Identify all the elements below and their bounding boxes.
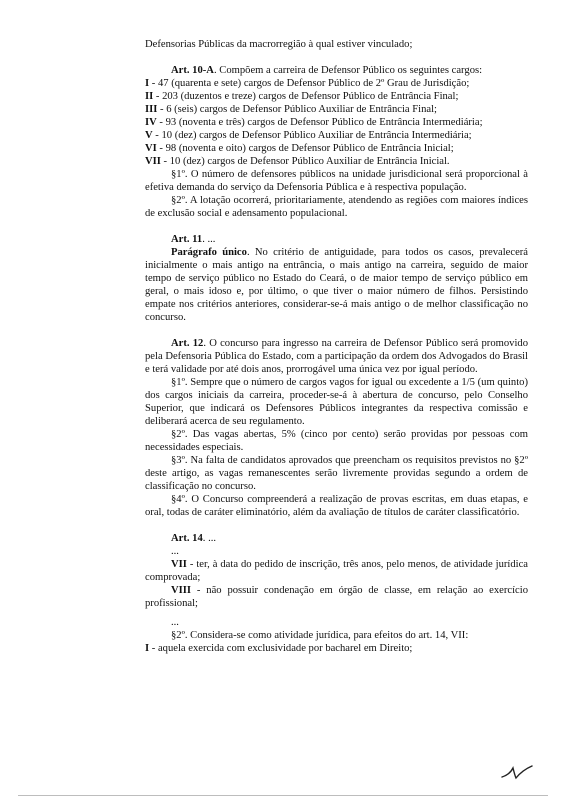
paragrafo-unico-text: . No critério de antiguidade, para todos os casos, prevalecerá inicialmente o mais antigo na entrância, o mais antigo na carreira, seguido de maior tempo de serviço público no Estado do Ceará, o de maior tempo de serviço público em geral, o mais idoso e, por último, o que tiver o maior número de filhos. Persistindo empate nos critérios anteriores, considerar-se-á mais antigo o de melhor classificação no concurso. (145, 247, 529, 323)
art10a-lead: . Compõem a carreira de Defensor Público os seguintes cargos: (213, 65, 483, 76)
art10a-item-3 (145, 103, 528, 116)
art10a-paragraph-2: §2º. A lotação ocorrerá, prioritariamente, atendendo as regiões com maiores índices de exclusão social e adensamento populacional. (145, 195, 528, 219)
art10a-item-5 (145, 129, 528, 142)
art11-suffix: . ... (202, 234, 216, 245)
art14-title: Art. 14 (171, 533, 203, 544)
item-i-num: I (145, 643, 150, 654)
item-num: V (145, 130, 153, 141)
art11-heading (145, 233, 528, 246)
art11-paragrafo-unico (145, 246, 528, 324)
item-text: - 6 (seis) cargos de Defensor Público Auxiliar de Entrância Final; (157, 104, 437, 115)
item-text: - 98 (noventa e oito) cargos de Defensor Público de Entrância Inicial; (156, 143, 454, 154)
art14-heading (145, 532, 528, 545)
art14-suffix: . ... (202, 533, 217, 544)
item-vii-text: - ter, à data do pedido de inscrição, três anos, pelo menos, de atividade jurídica comprovada; (145, 559, 528, 583)
art14-item-i (145, 642, 528, 655)
initials-signature (500, 760, 534, 782)
art10a-item-1 (145, 77, 528, 90)
art10a-item-6 (145, 142, 528, 155)
item-num: III (145, 104, 158, 115)
art10a-title: Art. 10-A (171, 65, 214, 76)
art10a-heading (145, 64, 528, 77)
item-viii-text: - não possuir condenação em órgão de classe, em relação ao exercício profissional; (145, 585, 528, 609)
art14-ellipsis-1: ... (171, 546, 179, 557)
art12-lead (145, 337, 528, 376)
art10a-item-4 (145, 116, 528, 129)
art10a-item-7 (145, 155, 528, 168)
art12-title: Art. 12 (171, 338, 204, 349)
item-text: - 93 (noventa e três) cargos de Defensor Público de Entrância Intermediária; (156, 117, 483, 128)
item-text: - 47 (quarenta e sete) cargos de Defensor Público de 2º Grau de Jurisdição; (149, 78, 470, 89)
item-text: - 203 (duzentos e treze) cargos de Defensor Público de Entrância Final; (153, 91, 459, 102)
document-body (145, 38, 528, 655)
art10a-item-2 (145, 90, 528, 103)
paragrafo-unico-label: Parágrafo único (171, 247, 247, 258)
item-num: I (145, 78, 150, 89)
intro-line: Defensorias Públicas da macrorregião à qual estiver vinculado; (145, 39, 413, 50)
art12-paragraph-3: §3º. Na falta de candidatos aprovados que preencham os requisitos previstos no §2º deste artigo, as vagas remanescentes serão livremente providas segundo a ordem de classificação no concurso. (145, 455, 528, 492)
item-i-text: - aquela exercida com exclusividade por bacharel em Direito; (149, 643, 413, 654)
art10a-paragraph-1: §1º. O número de defensores públicos na unidade jurisdicional será proporcional à efetiva demanda do serviço da Defensoria Pública e à respectiva população. (145, 169, 528, 193)
art12-paragraph-2: §2º. Das vagas abertas, 5% (cinco por cento) serão providas por pessoas com necessidades especiais. (145, 429, 528, 453)
footer-rule (18, 795, 548, 796)
item-vii-num: VII (171, 559, 187, 570)
art14-item-vii (145, 558, 528, 584)
item-num: VII (145, 156, 161, 167)
art12-paragraph-4: §4º. O Concurso compreenderá a realização de provas escritas, em duas etapas, e oral, todas de caráter eliminatório, além da avaliação de títulos de caráter classificatório. (145, 494, 528, 518)
item-text: - 10 (dez) cargos de Defensor Público Auxiliar de Entrância Inicial. (160, 156, 450, 167)
art14-paragraph-2: §2º. Considera-se como atividade jurídica, para efeitos do art. 14, VII: (171, 630, 469, 641)
item-viii-num: VIII (171, 585, 192, 596)
item-num: IV (145, 117, 157, 128)
item-num: VI (145, 143, 157, 154)
art14-item-viii (145, 584, 528, 610)
art11-title: Art. 11 (171, 234, 203, 245)
item-text: - 10 (dez) cargos de Defensor Público Auxiliar de Entrância Intermediária; (152, 130, 472, 141)
item-num: II (145, 91, 154, 102)
art12-paragraph-1: §1º. Sempre que o número de cargos vagos for igual ou excedente a 1/5 (um quinto) dos cargos iniciais da carreira, proceder-se-á à abertura de concurso, pelo Conselho Superior, que indicará os Defensores Públicos integrantes da respectiva comissão e deliberará acerca de seu regulamento. (145, 377, 528, 427)
art14-ellipsis-2: ... (171, 617, 179, 628)
art12-lead-text: . O concurso para ingresso na carreira de Defensor Público será promovido pela Defensoria Pública do Estado, com a participação da ordem dos Advogados do Brasil e terá validade por até dois anos, prorrogável uma única vez por igual período. (145, 338, 528, 375)
